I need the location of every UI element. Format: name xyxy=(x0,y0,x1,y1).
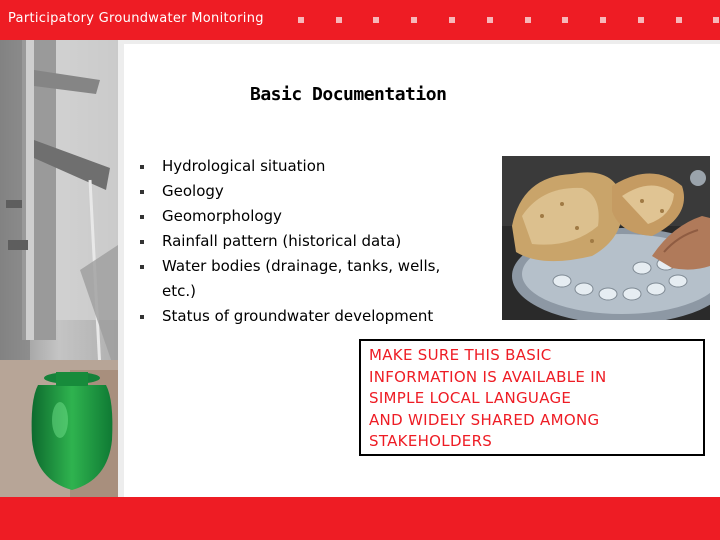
bullet-icon xyxy=(140,215,144,219)
header-dot xyxy=(487,17,493,23)
bullet-icon xyxy=(140,315,144,319)
header-dot xyxy=(411,17,417,23)
callout-box xyxy=(359,339,705,456)
handpump-photo xyxy=(0,40,118,497)
header-dot xyxy=(373,17,379,23)
header-dot xyxy=(676,17,682,23)
header-dot xyxy=(713,17,719,23)
header-dot xyxy=(638,17,644,23)
header-dot xyxy=(525,17,531,23)
bullet-icon xyxy=(140,265,144,269)
header-dot xyxy=(562,17,568,23)
bullet-item: Hydrological situation xyxy=(138,154,478,179)
bullet-icon xyxy=(140,165,144,169)
bullet-item: Geomorphology xyxy=(138,204,478,229)
presentation-title: Participatory Groundwater Monitoring xyxy=(8,11,264,26)
bullet-item: Status of groundwater development xyxy=(138,304,478,329)
header-dot xyxy=(449,17,455,23)
bullet-icon xyxy=(140,240,144,244)
bullet-list xyxy=(138,154,478,329)
soil-sample-photo xyxy=(502,156,710,320)
bullet-item: Rainfall pattern (historical data) xyxy=(138,229,478,254)
header-dot xyxy=(336,17,342,23)
slide-title: Basic Documentation xyxy=(250,84,447,105)
callout-text: MAKE SURE THIS BASIC INFORMATION IS AVAILABLE IN SIMPLE LOCAL LANGUAGE AND WIDELY SHARED AMONG STAKEHOLDERS xyxy=(369,346,607,450)
header-dot xyxy=(298,17,304,23)
header-dot xyxy=(600,17,606,23)
bullet-icon xyxy=(140,190,144,194)
bullet-item: Geology xyxy=(138,179,478,204)
bullet-item: Water bodies (drainage, tanks, wells, etc.) xyxy=(138,254,478,304)
footer-bar xyxy=(0,497,720,540)
header-bar xyxy=(0,0,720,40)
